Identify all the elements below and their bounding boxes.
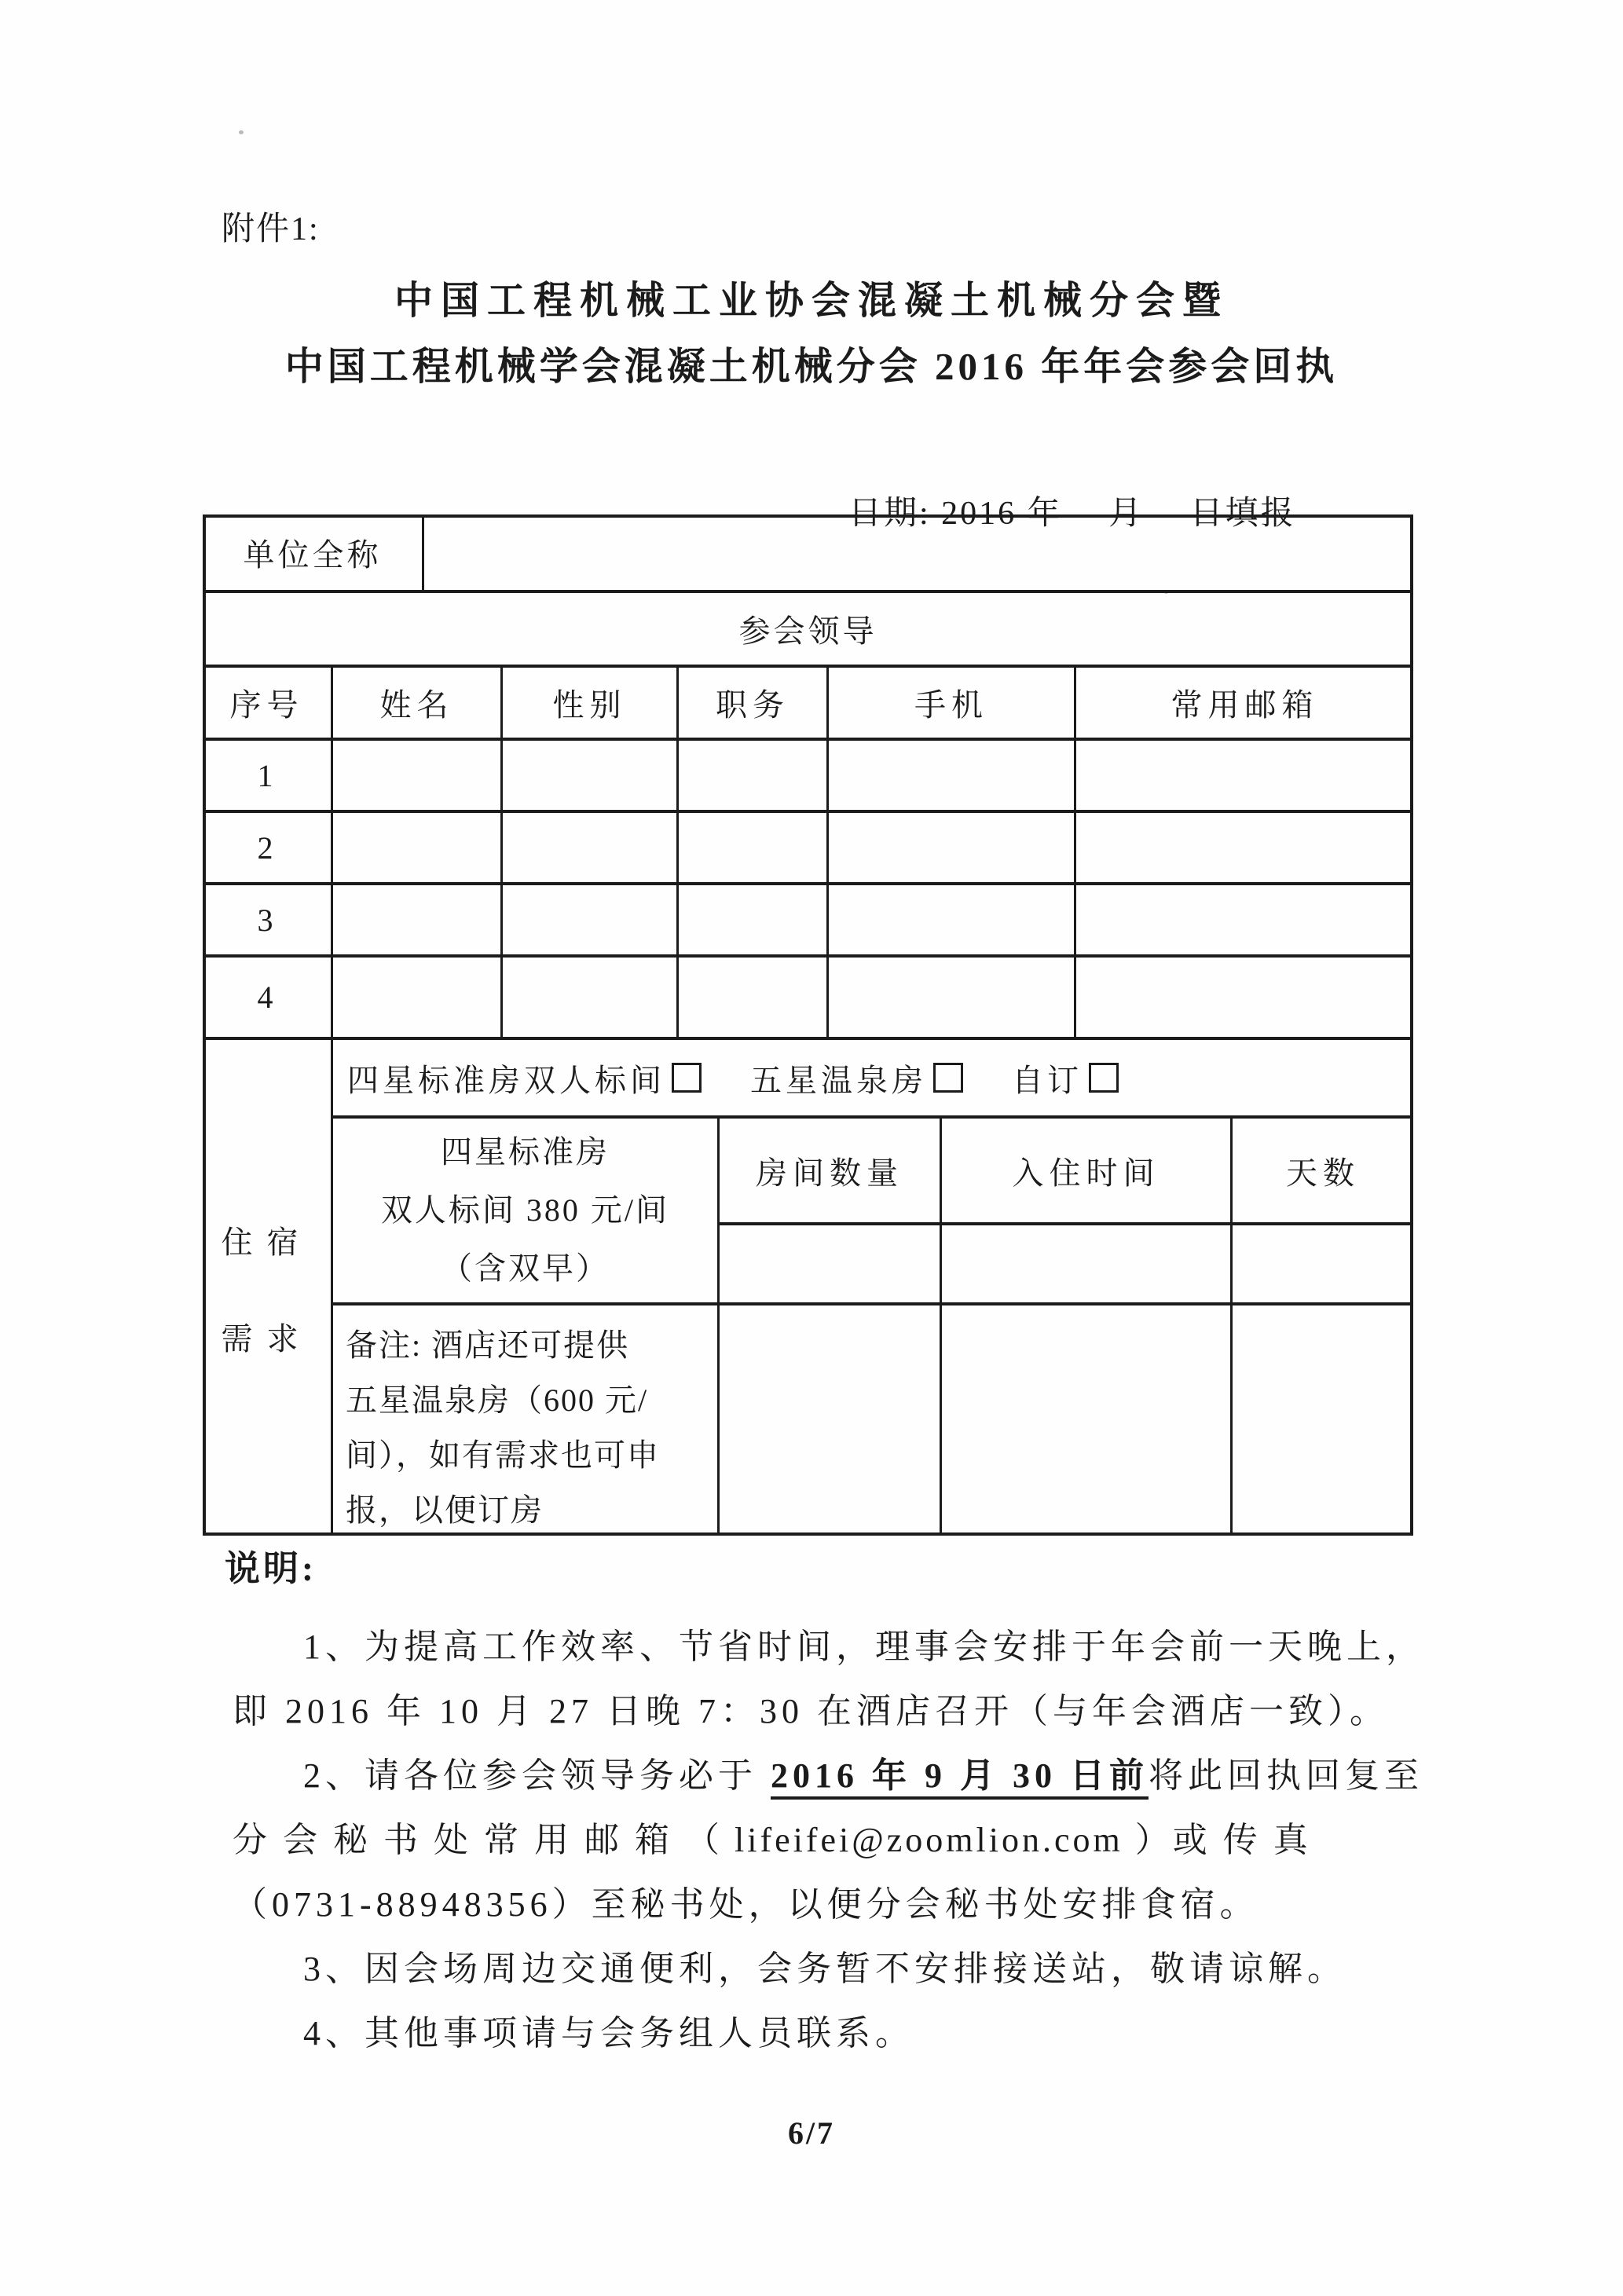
option-five-star-spring (750, 1056, 963, 1100)
unit-name-label-cell: 单位全称 (203, 514, 424, 593)
row1-seq-cell: 1 (203, 741, 333, 813)
hotel-remark-cell (333, 1305, 720, 1536)
row3-name-input-cell[interactable] (333, 885, 503, 958)
checkin-extra-input-cell[interactable] (942, 1305, 1233, 1536)
accommodation-label-cell (203, 1040, 333, 1536)
row3-email-input-cell[interactable] (1076, 885, 1413, 958)
registration-form-table (203, 514, 1413, 1536)
row3-position-input-cell[interactable] (679, 885, 829, 958)
row4-email-input-cell[interactable] (1076, 958, 1413, 1040)
note1-line2: 即 2016 年 10 月 27 日晚 7：30 在酒店召开（与年会酒店一致）。 (233, 1692, 1389, 1730)
accommodation-label-line2: 需求 (221, 1320, 313, 1357)
five-star-checkbox[interactable] (933, 1063, 963, 1093)
row1-email-input-cell[interactable] (1076, 741, 1413, 813)
checkin-time-input-cell[interactable] (942, 1225, 1233, 1305)
option-five-star-label: 五星温泉房 (750, 1062, 927, 1098)
scan-speck (239, 130, 244, 134)
four-star-checkbox[interactable] (672, 1063, 702, 1093)
sub-header-room-count: 房间数量 (720, 1119, 942, 1225)
sub-header-checkin-time: 入住时间 (942, 1119, 1233, 1225)
note1-line1: 1、为提高工作效率、节省时间，理事会安排于年会前一天晚上， (303, 1628, 1425, 1666)
row1-name-input-cell[interactable] (333, 741, 503, 813)
row2-email-input-cell[interactable] (1076, 813, 1413, 885)
fill-date-line: 日期: 2016 年 月 日填报 (848, 496, 1296, 532)
col-header-name: 姓名 (333, 668, 503, 741)
row3-seq-cell: 3 (203, 885, 333, 958)
days-input-cell[interactable] (1233, 1225, 1413, 1305)
row3-gender-input-cell[interactable] (503, 885, 679, 958)
row4-mobile-input-cell[interactable] (829, 958, 1076, 1040)
note2-pre-text: 2、请各位参会领导务必于 (303, 1756, 771, 1795)
note2-deadline-text: 2016 年 9 月 30 日前 (771, 1756, 1149, 1800)
row4-seq-cell: 4 (203, 958, 333, 1040)
page-number: 6/7 (787, 2115, 836, 2151)
explanation-notes (233, 1615, 1425, 2066)
row1-gender-input-cell[interactable] (503, 741, 679, 813)
document-title-line2: 中国工程机械学会混凝土机械分会 2016 年年会参会回执 (284, 345, 1339, 388)
option-self-book-label: 自订 (1012, 1062, 1083, 1098)
self-book-checkbox[interactable] (1089, 1063, 1119, 1093)
room-price-desc-line1: 四星标准房 (441, 1134, 610, 1170)
row2-mobile-input-cell[interactable] (829, 813, 1076, 885)
row1-mobile-input-cell[interactable] (829, 741, 1076, 813)
col-header-position: 职务 (679, 668, 829, 741)
option-four-star-label: 四星标准房双人标间 (347, 1062, 665, 1098)
row4-gender-input-cell[interactable] (503, 958, 679, 1040)
room-count-input-cell[interactable] (720, 1225, 942, 1305)
days-extra-input-cell[interactable] (1233, 1305, 1413, 1536)
attachment-label: 附件1: (222, 211, 320, 247)
row3-mobile-input-cell[interactable] (829, 885, 1076, 958)
hotel-remark-line1: 备注: 酒店还可提供 (346, 1327, 630, 1363)
option-self-book (1012, 1056, 1119, 1100)
row4-name-input-cell[interactable] (333, 958, 503, 1040)
room-type-options-row (333, 1040, 1413, 1119)
row4-position-input-cell[interactable] (679, 958, 829, 1040)
col-header-mobile: 手机 (829, 668, 1076, 741)
hotel-remark-line4: 报，以便订房 (346, 1492, 544, 1528)
hotel-remark-line3: 间），如有需求也可申 (346, 1437, 660, 1473)
leaders-section-header: 参会领导 (203, 593, 1413, 668)
room-price-desc-line2: 双人标间 380 元/间 (380, 1192, 670, 1228)
hotel-remark-line2: 五星温泉房（600 元/ (346, 1382, 649, 1418)
col-header-email: 常用邮箱 (1076, 668, 1413, 741)
option-four-star-standard (347, 1056, 702, 1100)
col-header-seq: 序号 (203, 668, 333, 741)
note4-line: 4、其他事项请与会务组人员联系。 (303, 2014, 914, 2052)
note2-or-fax-text: 或传真 (1172, 1821, 1324, 1859)
room-price-desc-line3: （含双早） (441, 1251, 610, 1286)
secretariat-email: （ lifeifei@zoomlion.com ） (685, 1821, 1173, 1859)
accommodation-label-line1: 住宿 (221, 1224, 313, 1260)
document-title-line1: 中国工程机械工业协会混凝土机械分会暨 (394, 279, 1229, 322)
note2-line2 (233, 1808, 1395, 1873)
col-header-gender: 性别 (503, 668, 679, 741)
note2-line1 (233, 1744, 1423, 1808)
row2-gender-input-cell[interactable] (503, 813, 679, 885)
room-price-desc-cell (333, 1119, 720, 1305)
sub-header-days: 天数 (1233, 1119, 1413, 1225)
row1-position-input-cell[interactable] (679, 741, 829, 813)
note2-secretariat-text: 分会秘书处常用邮箱 (233, 1821, 685, 1859)
row2-name-input-cell[interactable] (333, 813, 503, 885)
row2-position-input-cell[interactable] (679, 813, 829, 885)
note3-line: 3、因会场周边交通便利，会务暂不安排接送站，敬请谅解。 (303, 1950, 1346, 1988)
explanation-heading: 说明: (225, 1549, 317, 1588)
room-count-extra-input-cell[interactable] (720, 1305, 942, 1536)
row2-seq-cell: 2 (203, 813, 333, 885)
unit-name-input-cell[interactable] (424, 514, 1413, 593)
note2-post-text: 将此回执回复至 (1149, 1756, 1423, 1795)
note2-line3: （0731-88948356）至秘书处，以便分会秘书处安排食宿。 (233, 1885, 1259, 1924)
